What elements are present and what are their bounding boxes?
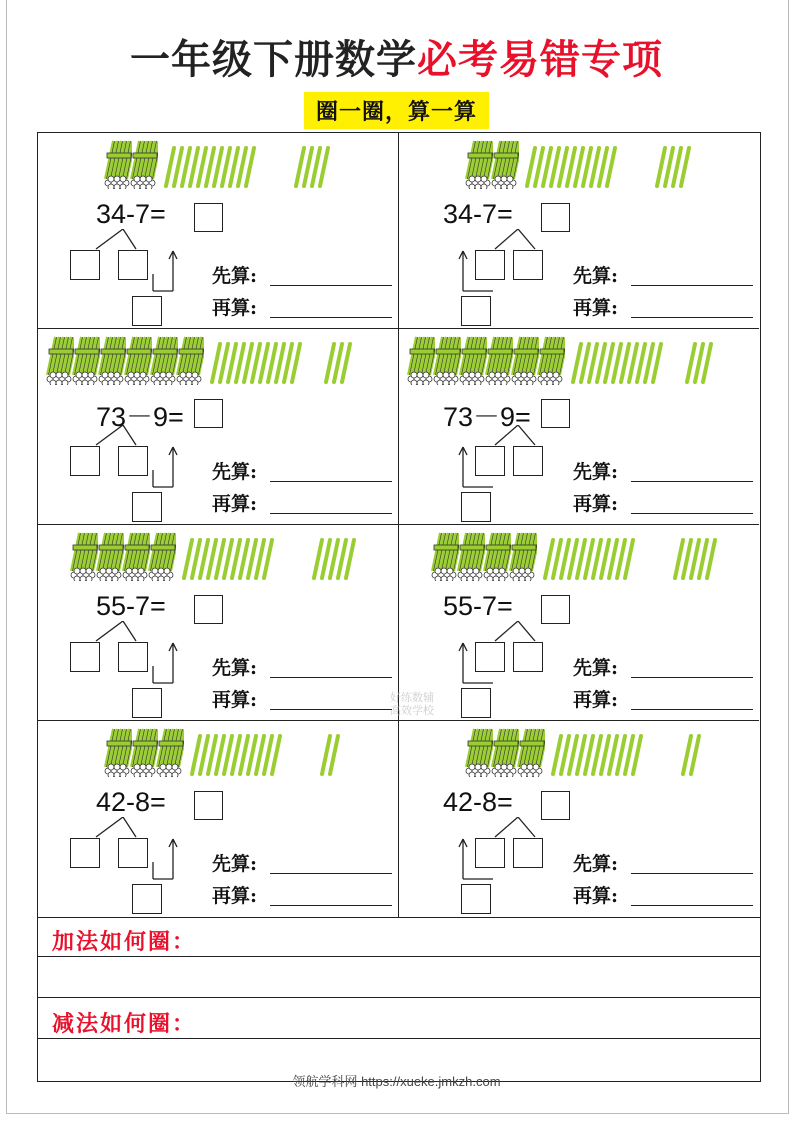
first-step-answer-line[interactable] <box>631 285 753 286</box>
step-box[interactable] <box>70 642 100 672</box>
step-box[interactable] <box>461 296 491 326</box>
step-box[interactable] <box>132 688 162 718</box>
first-step-answer-line[interactable] <box>270 481 392 482</box>
title-part2: 必考易错专项 <box>417 37 663 83</box>
first-step-label: 先算: <box>212 265 258 287</box>
watermark-line: 高效学校 <box>390 705 434 717</box>
single-sticks-icon <box>318 733 346 777</box>
page-title <box>0 28 793 85</box>
stick-bundle-icon <box>515 727 545 777</box>
step-box[interactable] <box>461 688 491 718</box>
step-box[interactable] <box>475 446 505 476</box>
step-box[interactable] <box>475 642 505 672</box>
equation: 34-7= <box>96 199 166 229</box>
second-step-label: 再算: <box>212 297 258 319</box>
single-sticks-icon <box>208 341 308 385</box>
stick-bundle-icon <box>535 335 565 385</box>
second-step-label: 再算: <box>573 493 619 515</box>
second-step-answer-line[interactable] <box>270 513 392 514</box>
subtraction-label: 减法如何圈： <box>52 1011 197 1037</box>
first-step-label: 先算: <box>573 265 619 287</box>
stick-bundle-icon <box>507 531 537 581</box>
answer-box[interactable] <box>194 791 223 820</box>
addition-label: 加法如何圈： <box>52 929 197 955</box>
single-sticks-icon <box>679 733 707 777</box>
answer-box[interactable] <box>541 595 570 624</box>
problem-cell <box>399 133 759 329</box>
counting-sticks <box>463 139 697 189</box>
single-sticks-icon <box>653 145 697 189</box>
equation: 42-8= <box>96 787 166 817</box>
first-step-answer-line[interactable] <box>631 481 753 482</box>
step-box[interactable] <box>132 492 162 522</box>
answer-box[interactable] <box>541 791 570 820</box>
step-box[interactable] <box>118 642 148 672</box>
step-box[interactable] <box>513 446 543 476</box>
answer-box[interactable] <box>194 399 223 428</box>
step-box[interactable] <box>118 250 148 280</box>
answer-box[interactable] <box>194 595 223 624</box>
step-box[interactable] <box>132 296 162 326</box>
second-step-label: 再算: <box>212 885 258 907</box>
step-box[interactable] <box>475 250 505 280</box>
first-step-label: 先算: <box>573 657 619 679</box>
problem-cell <box>399 329 759 525</box>
counting-sticks <box>429 531 723 581</box>
single-sticks-icon <box>180 537 280 581</box>
problem-cell <box>399 525 759 721</box>
first-step-label: 先算: <box>573 853 619 875</box>
equation: 55-7= <box>96 591 166 621</box>
divider <box>38 997 760 998</box>
step-box[interactable] <box>513 642 543 672</box>
answer-box[interactable] <box>194 203 223 232</box>
bottom-section <box>37 916 761 1082</box>
answer-box[interactable] <box>541 203 570 232</box>
stick-bundle-icon <box>154 727 184 777</box>
step-box[interactable] <box>461 492 491 522</box>
first-step-answer-line[interactable] <box>631 677 753 678</box>
single-sticks-icon <box>310 537 362 581</box>
stick-bundle-icon <box>174 335 204 385</box>
first-step-label: 先算: <box>212 461 258 483</box>
watermark <box>390 692 434 718</box>
single-sticks-icon <box>162 145 262 189</box>
equation: 73－9= <box>96 402 184 432</box>
second-step-label: 再算: <box>573 297 619 319</box>
counting-sticks <box>68 531 362 581</box>
single-sticks-icon <box>569 341 669 385</box>
problem-cell <box>38 721 399 917</box>
watermark-line: 好练数辅 <box>390 692 434 704</box>
counting-sticks <box>405 335 719 385</box>
first-step-label: 先算: <box>573 461 619 483</box>
equation: 55-7= <box>443 591 513 621</box>
step-box[interactable] <box>118 446 148 476</box>
equation: 73－9= <box>443 402 531 432</box>
subtitle: 圈一圈，算一算 <box>304 92 489 129</box>
second-step-answer-line[interactable] <box>270 709 392 710</box>
second-step-answer-line[interactable] <box>631 317 753 318</box>
step-box[interactable] <box>475 838 505 868</box>
divider <box>38 956 760 957</box>
problem-cell <box>38 133 399 329</box>
step-box[interactable] <box>70 250 100 280</box>
second-step-label: 再算: <box>212 493 258 515</box>
first-step-label: 先算: <box>212 853 258 875</box>
first-step-answer-line[interactable] <box>631 873 753 874</box>
single-sticks-icon <box>322 341 358 385</box>
single-sticks-icon <box>683 341 719 385</box>
single-sticks-icon <box>541 537 641 581</box>
first-step-answer-line[interactable] <box>270 873 392 874</box>
step-box[interactable] <box>70 838 100 868</box>
step-box[interactable] <box>513 838 543 868</box>
step-box[interactable] <box>132 884 162 914</box>
divider <box>38 1038 760 1039</box>
second-step-label: 再算: <box>573 885 619 907</box>
second-step-answer-line[interactable] <box>270 317 392 318</box>
stick-bundle-icon <box>146 531 176 581</box>
single-sticks-icon <box>549 733 649 777</box>
problem-cell <box>38 329 399 525</box>
second-step-answer-line[interactable] <box>631 709 753 710</box>
counting-sticks <box>463 727 707 777</box>
problem-grid <box>37 132 761 918</box>
first-step-answer-line[interactable] <box>270 285 392 286</box>
title-part1: 一年级下册数学 <box>130 37 417 83</box>
counting-sticks <box>102 139 336 189</box>
first-step-label: 先算: <box>212 657 258 679</box>
subtitle-wrap <box>0 92 793 129</box>
single-sticks-icon <box>523 145 623 189</box>
step-box[interactable] <box>70 446 100 476</box>
footer: 领航学科网 https://xueke.jmkzh.com <box>292 1074 501 1089</box>
counting-sticks <box>102 727 346 777</box>
second-step-label: 再算: <box>573 689 619 711</box>
single-sticks-icon <box>671 537 723 581</box>
step-box[interactable] <box>461 884 491 914</box>
second-step-answer-line[interactable] <box>631 513 753 514</box>
second-step-answer-line[interactable] <box>631 905 753 906</box>
answer-box[interactable] <box>541 399 570 428</box>
stick-bundle-icon <box>128 139 158 189</box>
counting-sticks <box>44 335 358 385</box>
single-sticks-icon <box>188 733 288 777</box>
equation: 42-8= <box>443 787 513 817</box>
second-step-answer-line[interactable] <box>270 905 392 906</box>
second-step-label: 再算: <box>212 689 258 711</box>
stick-bundle-icon <box>489 139 519 189</box>
step-box[interactable] <box>513 250 543 280</box>
step-box[interactable] <box>118 838 148 868</box>
first-step-answer-line[interactable] <box>270 677 392 678</box>
problem-cell <box>38 525 399 721</box>
problem-cell <box>399 721 759 917</box>
single-sticks-icon <box>292 145 336 189</box>
equation: 34-7= <box>443 199 513 229</box>
